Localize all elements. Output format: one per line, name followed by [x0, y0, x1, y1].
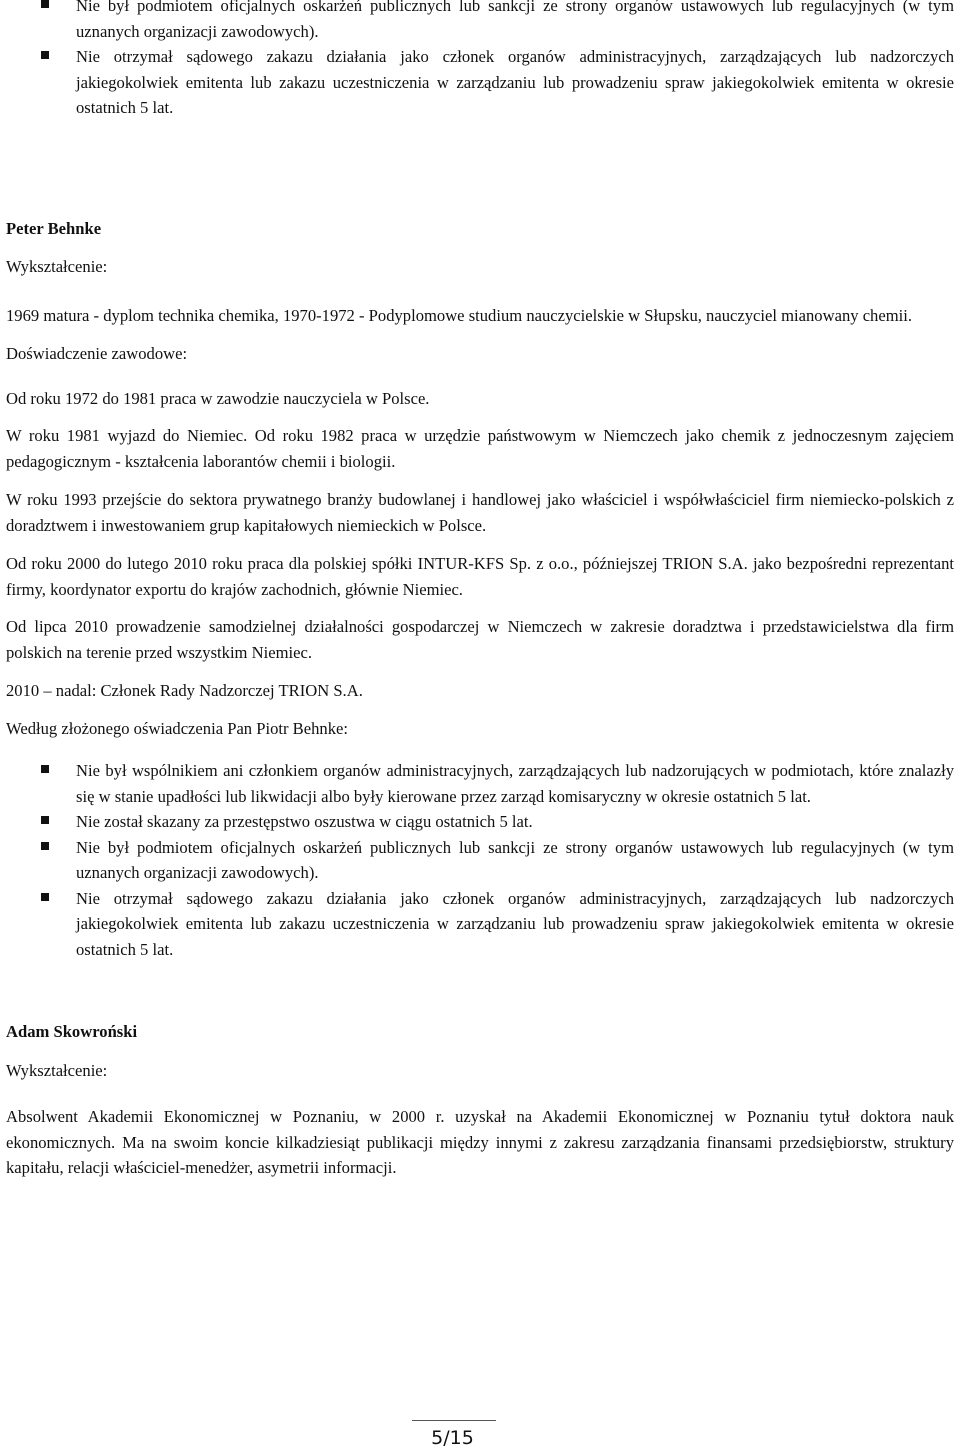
list-item: Nie był podmiotem oficjalnych oskarżeń publicznych lub sankcji ze strony organów ustawowych lub regulacyjnych (w tym uznanych organizacji zawodowych). — [6, 835, 954, 886]
person-name-behnke: Peter Behnke — [6, 218, 102, 238]
experience-paragraph: W roku 1981 wyjazd do Niemiec. Od roku 1982 praca w urzędzie państwowym w Niemczech jako chemik z jednoczesnym zajęciem pedagogicznym - kształcenia laborantów chemii i biologii. — [6, 426, 954, 471]
footer-divider — [412, 1420, 496, 1421]
list-item: Nie otrzymał sądowego zakazu działania jako członek organów administracyjnych, zarządzających lub nadzorczych jakiegokolwiek emitenta lub zakazu uczestniczenia w zarządzaniu lub prowadzeniu spraw jakiegokolwiek emitenta w okresie ostatnich 5 lat. — [6, 44, 954, 121]
education-label: Wykształcenie: — [6, 257, 108, 276]
page-footer — [0, 1418, 960, 1455]
square-bullet-icon — [41, 842, 49, 850]
declaration-list — [6, 758, 954, 962]
experience-paragraph: Od roku 1972 do 1981 praca w zawodzie nauczyciela w Polsce. — [6, 388, 430, 408]
square-bullet-icon — [41, 816, 49, 824]
education-label: Wykształcenie: — [6, 1060, 108, 1080]
declaration-intro: Według złożonego oświadczenia Pan Piotr Behnke: — [6, 718, 348, 738]
list-item: Nie został skazany za przestępstwo oszustwa w ciągu ostatnich 5 lat. — [6, 809, 954, 835]
experience-paragraph: Od lipca 2010 prowadzenie samodzielnej działalności gospodarczej w Niemczech w zakresie doradztwa i przedstawicielstwa dla firm polskich na terenie przed wszystkim Niemiec. — [6, 617, 954, 662]
experience-paragraph: W roku 1993 przejście do sektora prywatnego branży budowlanej i handlowej jako właściciel i współwłaściciel firm niemiecko-polskich z doradztwem i inwestowaniem grup kapitałowych niemieckich w Polsce. — [6, 490, 954, 535]
person-name-skowronski: Adam Skowroński — [6, 1022, 138, 1041]
education-text: 1969 matura - dyplom technika chemika, 1970-1972 - Podyplomowe studium nauczycielskie w Słupsku, nauczyciel mianowany chemii. — [6, 305, 912, 325]
document-page — [6, 0, 954, 1181]
education-text: Absolwent Akademii Ekonomicznej w Poznaniu, w 2000 r. uzyskał na Akademii Ekonomicznej w Poznaniu tytuł doktora nauk ekonomicznych. Ma na swoim koncie kilkadziesiąt publikacji między innymi z zakresu zarządzania finansami przedsiębiorstw, struktury kapitału, relacji właściciel-menedżer, asymetrii informacji. — [6, 1107, 954, 1177]
experience-label: Doświadczenie zawodowe: — [6, 344, 188, 363]
list-item: Nie był podmiotem oficjalnych oskarżeń publicznych lub sankcji ze strony organów ustawowych lub regulacyjnych (w tym uznanych organizacji zawodowych). — [6, 0, 954, 44]
experience-paragraph: Od roku 2000 do lutego 2010 roku praca dla polskiej spółki INTUR-KFS Sp. z o.o., późniejszej TRION S.A. jako bezpośredni reprezentant firmy, koordynator exportu do krajów zachodnich, głównie Niemiec. — [6, 554, 954, 599]
experience-paragraph: 2010 – nadal: Członek Rady Nadzorczej TRION S.A. — [6, 681, 363, 700]
square-bullet-icon — [41, 51, 49, 59]
square-bullet-icon — [41, 893, 49, 901]
square-bullet-icon — [41, 0, 49, 8]
page-number: 5/15 — [431, 1427, 474, 1449]
list-item: Nie otrzymał sądowego zakazu działania jako członek organów administracyjnych, zarządzających lub nadzorczych jakiegokolwiek emitenta lub zakazu uczestniczenia w zarządzaniu lub prowadzeniu spraw jakiegokolwiek emitenta w okresie ostatnich 5 lat. — [6, 886, 954, 963]
list-item: Nie był wspólnikiem ani członkiem organów administracyjnych, zarządzających lub nadzorujących w podmiotach, które znalazły się w stanie upadłości lub likwidacji albo były kierowane przez zarząd komisaryczny w okresie ostatnich 5 lat. — [6, 758, 954, 809]
square-bullet-icon — [41, 765, 49, 773]
top-bullet-list — [6, 0, 954, 121]
